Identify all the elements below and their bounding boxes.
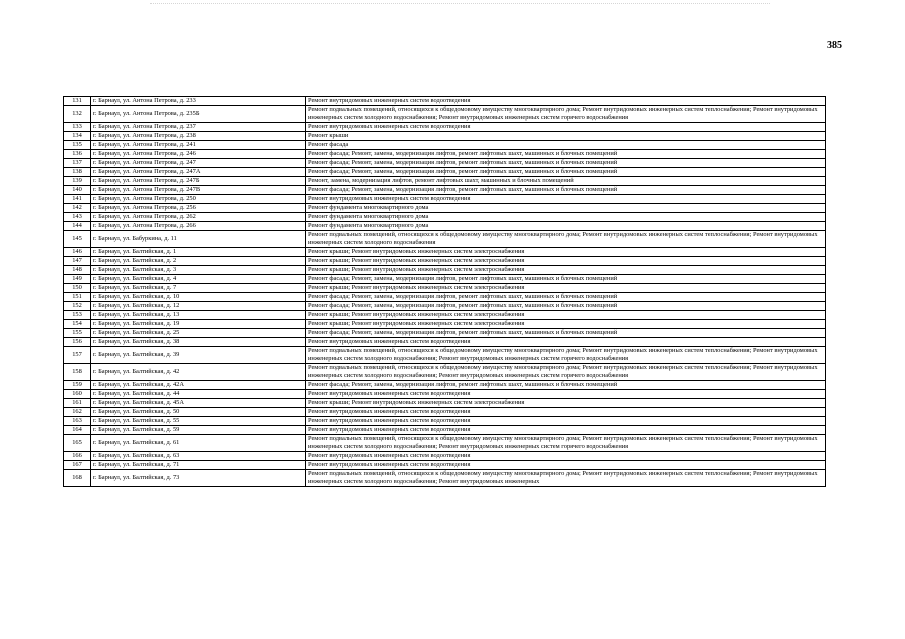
row-number-cell: 161 — [64, 399, 91, 408]
table-row — [64, 364, 826, 381]
table-row — [64, 222, 826, 231]
address-cell: г. Барнаул, ул. Антона Петрова, д. 262 — [91, 213, 306, 222]
works-cell: Ремонт подвальных помещений, относящихся к общедомовому имуществу многоквартирного дома; Ремонт внутридомовых инженерных систем теплоснабжения; Ремонт внутридомовых инженерных систем холодного водоснабжения; Ремонт внутридомовых инженерных — [306, 470, 826, 487]
table-row — [64, 329, 826, 338]
works-cell: Ремонт фасада; Ремонт, замена, модернизация лифтов, ремонт лифтовых шахт, машинных и блочных помещений — [306, 381, 826, 390]
row-number-cell: 154 — [64, 320, 91, 329]
works-cell: Ремонт фундамента многоквартирного дома — [306, 204, 826, 213]
works-cell: Ремонт подвальных помещений, относящихся к общедомовому имуществу многоквартирного дома; Ремонт внутридомовых инженерных систем теплоснабжения; Ремонт внутридомовых инженерных систем холодного водоснабжения; Ремонт внутридомовых инженерных систем горячего водоснабжения — [306, 435, 826, 452]
table-row — [64, 435, 826, 452]
works-cell: Ремонт фасада; Ремонт, замена, модернизация лифтов, ремонт лифтовых шахт, машинных и блочных помещений — [306, 329, 826, 338]
address-cell: г. Барнаул, ул. Балтийская, д. 42А — [91, 381, 306, 390]
address-cell: г. Барнаул, ул. Балтийская, д. 44 — [91, 390, 306, 399]
address-cell: г. Барнаул, ул. Антона Петрова, д. 237 — [91, 123, 306, 132]
row-number-cell: 167 — [64, 461, 91, 470]
works-cell: Ремонт подвальных помещений, относящихся к общедомовому имуществу многоквартирного дома; Ремонт внутридомовых инженерных систем теплоснабжения; Ремонт внутридомовых инженерных систем холодного водоснабжения — [306, 231, 826, 248]
address-cell: г. Барнаул, ул. Балтийская, д. 73 — [91, 470, 306, 487]
row-number-cell: 166 — [64, 452, 91, 461]
row-number-cell: 160 — [64, 390, 91, 399]
table-row — [64, 452, 826, 461]
row-number-cell: 159 — [64, 381, 91, 390]
works-cell: Ремонт подвальных помещений, относящихся к общедомовому имуществу многоквартирного дома; Ремонт внутридомовых инженерных систем теплоснабжения; Ремонт внутридомовых инженерных систем холодного водоснабжения; Ремонт внутридомовых инженерных систем горячего водоснабжения — [306, 106, 826, 123]
works-cell: Ремонт внутридомовых инженерных систем водоотведения — [306, 390, 826, 399]
table-row — [64, 408, 826, 417]
row-number-cell: 152 — [64, 302, 91, 311]
table-row — [64, 213, 826, 222]
address-cell: г. Барнаул, ул. Балтийская, д. 45А — [91, 399, 306, 408]
table-row — [64, 231, 826, 248]
table-row — [64, 311, 826, 320]
table-row — [64, 204, 826, 213]
works-cell: Ремонт фасада; Ремонт, замена, модернизация лифтов, ремонт лифтовых шахт, машинных и блочных помещений — [306, 275, 826, 284]
address-cell: г. Барнаул, ул. Антона Петрова, д. 250 — [91, 195, 306, 204]
address-cell: г. Барнаул, ул. Балтийская, д. 42 — [91, 364, 306, 381]
address-cell: г. Барнаул, ул. Балтийская, д. 61 — [91, 435, 306, 452]
works-cell: Ремонт внутридомовых инженерных систем водоотведения — [306, 338, 826, 347]
works-cell: Ремонт фундамента многоквартирного дома — [306, 222, 826, 231]
works-cell: Ремонт фундамента многоквартирного дома — [306, 213, 826, 222]
table-row — [64, 195, 826, 204]
address-cell: г. Барнаул, ул. Балтийская, д. 12 — [91, 302, 306, 311]
row-number-cell: 148 — [64, 266, 91, 275]
row-number-cell: 150 — [64, 284, 91, 293]
works-cell: Ремонт крыши — [306, 132, 826, 141]
table-row — [64, 347, 826, 364]
table-row — [64, 390, 826, 399]
address-cell: г. Барнаул, ул. Балтийская, д. 38 — [91, 338, 306, 347]
row-number-cell: 168 — [64, 470, 91, 487]
table-body — [64, 97, 826, 487]
table-row — [64, 123, 826, 132]
row-number-cell: 165 — [64, 435, 91, 452]
table-row — [64, 426, 826, 435]
address-cell: г. Барнаул, ул. Балтийская, д. 59 — [91, 426, 306, 435]
address-cell: г. Барнаул, ул. Антона Петрова, д. 247Б — [91, 177, 306, 186]
page-number: 385 — [827, 40, 842, 51]
table-row — [64, 168, 826, 177]
table-row — [64, 266, 826, 275]
address-cell: г. Барнаул, ул. Балтийская, д. 7 — [91, 284, 306, 293]
address-cell: г. Барнаул, ул. Антона Петрова, д. 241 — [91, 141, 306, 150]
table-row — [64, 302, 826, 311]
scan-header-artifact — [150, 3, 770, 5]
row-number-cell: 138 — [64, 168, 91, 177]
works-cell: Ремонт внутридомовых инженерных систем водоотведения — [306, 97, 826, 106]
address-cell: г. Барнаул, ул. Антона Петрова, д. 247 — [91, 159, 306, 168]
row-number-cell: 162 — [64, 408, 91, 417]
works-register-table — [63, 96, 826, 487]
address-cell: г. Барнаул, ул. Балтийская, д. 3 — [91, 266, 306, 275]
row-number-cell: 142 — [64, 204, 91, 213]
row-number-cell: 145 — [64, 231, 91, 248]
table-row — [64, 320, 826, 329]
works-cell: Ремонт внутридомовых инженерных систем водоотведения — [306, 123, 826, 132]
row-number-cell: 136 — [64, 150, 91, 159]
works-cell: Ремонт крыши; Ремонт внутридомовых инженерных систем электроснабжения — [306, 248, 826, 257]
row-number-cell: 134 — [64, 132, 91, 141]
row-number-cell: 133 — [64, 123, 91, 132]
row-number-cell: 139 — [64, 177, 91, 186]
row-number-cell: 153 — [64, 311, 91, 320]
works-cell: Ремонт внутридомовых инженерных систем водоотведения — [306, 461, 826, 470]
address-cell: г. Барнаул, ул. Балтийская, д. 2 — [91, 257, 306, 266]
address-cell: г. Барнаул, ул. Балтийская, д. 39 — [91, 347, 306, 364]
row-number-cell: 149 — [64, 275, 91, 284]
table-row — [64, 381, 826, 390]
address-cell: г. Барнаул, ул. Балтийская, д. 50 — [91, 408, 306, 417]
address-cell: г. Барнаул, ул. Антона Петрова, д. 235Б — [91, 106, 306, 123]
works-cell: Ремонт внутридомовых инженерных систем водоотведения — [306, 452, 826, 461]
address-cell: г. Барнаул, ул. Антона Петрова, д. 238 — [91, 132, 306, 141]
table-row — [64, 399, 826, 408]
works-cell: Ремонт фасада; Ремонт, замена, модернизация лифтов, ремонт лифтовых шахт, машинных и блочных помещений — [306, 159, 826, 168]
address-cell: г. Барнаул, ул. Балтийская, д. 63 — [91, 452, 306, 461]
table-row — [64, 177, 826, 186]
address-cell: г. Барнаул, ул. Антона Петрова, д. 266 — [91, 222, 306, 231]
row-number-cell: 147 — [64, 257, 91, 266]
works-cell: Ремонт внутридомовых инженерных систем водоотведения — [306, 408, 826, 417]
works-cell: Ремонт внутридомовых инженерных систем водоотведения — [306, 195, 826, 204]
address-cell: г. Барнаул, ул. Балтийская, д. 71 — [91, 461, 306, 470]
row-number-cell: 146 — [64, 248, 91, 257]
address-cell: г. Барнаул, ул. Балтийская, д. 13 — [91, 311, 306, 320]
works-cell: Ремонт внутридомовых инженерных систем водоотведения — [306, 426, 826, 435]
address-cell: г. Барнаул, ул. Балтийская, д. 19 — [91, 320, 306, 329]
works-cell: Ремонт фасада; Ремонт, замена, модернизация лифтов, ремонт лифтовых шахт, машинных и блочных помещений — [306, 186, 826, 195]
table-row — [64, 186, 826, 195]
works-cell: Ремонт фасада; Ремонт, замена, модернизация лифтов, ремонт лифтовых шахт, машинных и блочных помещений — [306, 150, 826, 159]
row-number-cell: 157 — [64, 347, 91, 364]
works-cell: Ремонт фасада; Ремонт, замена, модернизация лифтов, ремонт лифтовых шахт, машинных и блочных помещений — [306, 168, 826, 177]
table-row — [64, 257, 826, 266]
row-number-cell: 156 — [64, 338, 91, 347]
table-row — [64, 159, 826, 168]
row-number-cell: 151 — [64, 293, 91, 302]
row-number-cell: 144 — [64, 222, 91, 231]
works-cell: Ремонт подвальных помещений, относящихся к общедомовому имуществу многоквартирного дома; Ремонт внутридомовых инженерных систем теплоснабжения; Ремонт внутридомовых инженерных систем холодного водоснабжения; Ремонт внутридомовых инженерных систем горячего водоснабжения — [306, 347, 826, 364]
row-number-cell: 158 — [64, 364, 91, 381]
table-row — [64, 106, 826, 123]
works-cell: Ремонт крыши; Ремонт внутридомовых инженерных систем электроснабжения — [306, 266, 826, 275]
table-row — [64, 284, 826, 293]
address-cell: г. Барнаул, ул. Балтийская, д. 25 — [91, 329, 306, 338]
row-number-cell: 143 — [64, 213, 91, 222]
works-cell: Ремонт фасада — [306, 141, 826, 150]
table-row — [64, 141, 826, 150]
row-number-cell: 137 — [64, 159, 91, 168]
address-cell: г. Барнаул, ул. Балтийская, д. 10 — [91, 293, 306, 302]
row-number-cell: 131 — [64, 97, 91, 106]
table-row — [64, 132, 826, 141]
address-cell: г. Барнаул, ул. Бабуркина, д. 11 — [91, 231, 306, 248]
works-cell: Ремонт фасада; Ремонт, замена, модернизация лифтов, ремонт лифтовых шахт, машинных и блочных помещений — [306, 302, 826, 311]
works-cell: Ремонт крыши; Ремонт внутридомовых инженерных систем электроснабжения — [306, 311, 826, 320]
table-row — [64, 338, 826, 347]
works-cell: Ремонт внутридомовых инженерных систем водоотведения — [306, 417, 826, 426]
address-cell: г. Барнаул, ул. Антона Петрова, д. 256 — [91, 204, 306, 213]
table-row — [64, 150, 826, 159]
address-cell: г. Барнаул, ул. Антона Петрова, д. 247В — [91, 186, 306, 195]
works-cell: Ремонт, замена, модернизация лифтов, ремонт лифтовых шахт, машинных и блочных помещений — [306, 177, 826, 186]
works-cell: Ремонт крыши; Ремонт внутридомовых инженерных систем электроснабжения — [306, 284, 826, 293]
row-number-cell: 164 — [64, 426, 91, 435]
address-cell: г. Барнаул, ул. Балтийская, д. 55 — [91, 417, 306, 426]
table-row — [64, 417, 826, 426]
row-number-cell: 141 — [64, 195, 91, 204]
table-row — [64, 275, 826, 284]
row-number-cell: 163 — [64, 417, 91, 426]
address-cell: г. Барнаул, ул. Антона Петрова, д. 246 — [91, 150, 306, 159]
table-row — [64, 97, 826, 106]
works-cell: Ремонт подвальных помещений, относящихся к общедомовому имуществу многоквартирного дома; Ремонт внутридомовых инженерных систем теплоснабжения; Ремонт внутридомовых инженерных систем холодного водоснабжения; Ремонт внутридомовых инженерных систем горячего водоснабжения — [306, 364, 826, 381]
works-cell: Ремонт крыши; Ремонт внутридомовых инженерных систем электроснабжения — [306, 320, 826, 329]
address-cell: г. Барнаул, ул. Антона Петрова, д. 247А — [91, 168, 306, 177]
row-number-cell: 135 — [64, 141, 91, 150]
address-cell: г. Барнаул, ул. Балтийская, д. 1 — [91, 248, 306, 257]
row-number-cell: 140 — [64, 186, 91, 195]
table-row — [64, 470, 826, 487]
works-cell: Ремонт крыши; Ремонт внутридомовых инженерных систем электроснабжения — [306, 399, 826, 408]
address-cell: г. Барнаул, ул. Антона Петрова, д. 233 — [91, 97, 306, 106]
works-cell: Ремонт крыши; Ремонт внутридомовых инженерных систем электроснабжения — [306, 257, 826, 266]
table-row — [64, 293, 826, 302]
row-number-cell: 132 — [64, 106, 91, 123]
table-row — [64, 461, 826, 470]
table-row — [64, 248, 826, 257]
works-cell: Ремонт фасада; Ремонт, замена, модернизация лифтов, ремонт лифтовых шахт, машинных и блочных помещений — [306, 293, 826, 302]
row-number-cell: 155 — [64, 329, 91, 338]
address-cell: г. Барнаул, ул. Балтийская, д. 4 — [91, 275, 306, 284]
